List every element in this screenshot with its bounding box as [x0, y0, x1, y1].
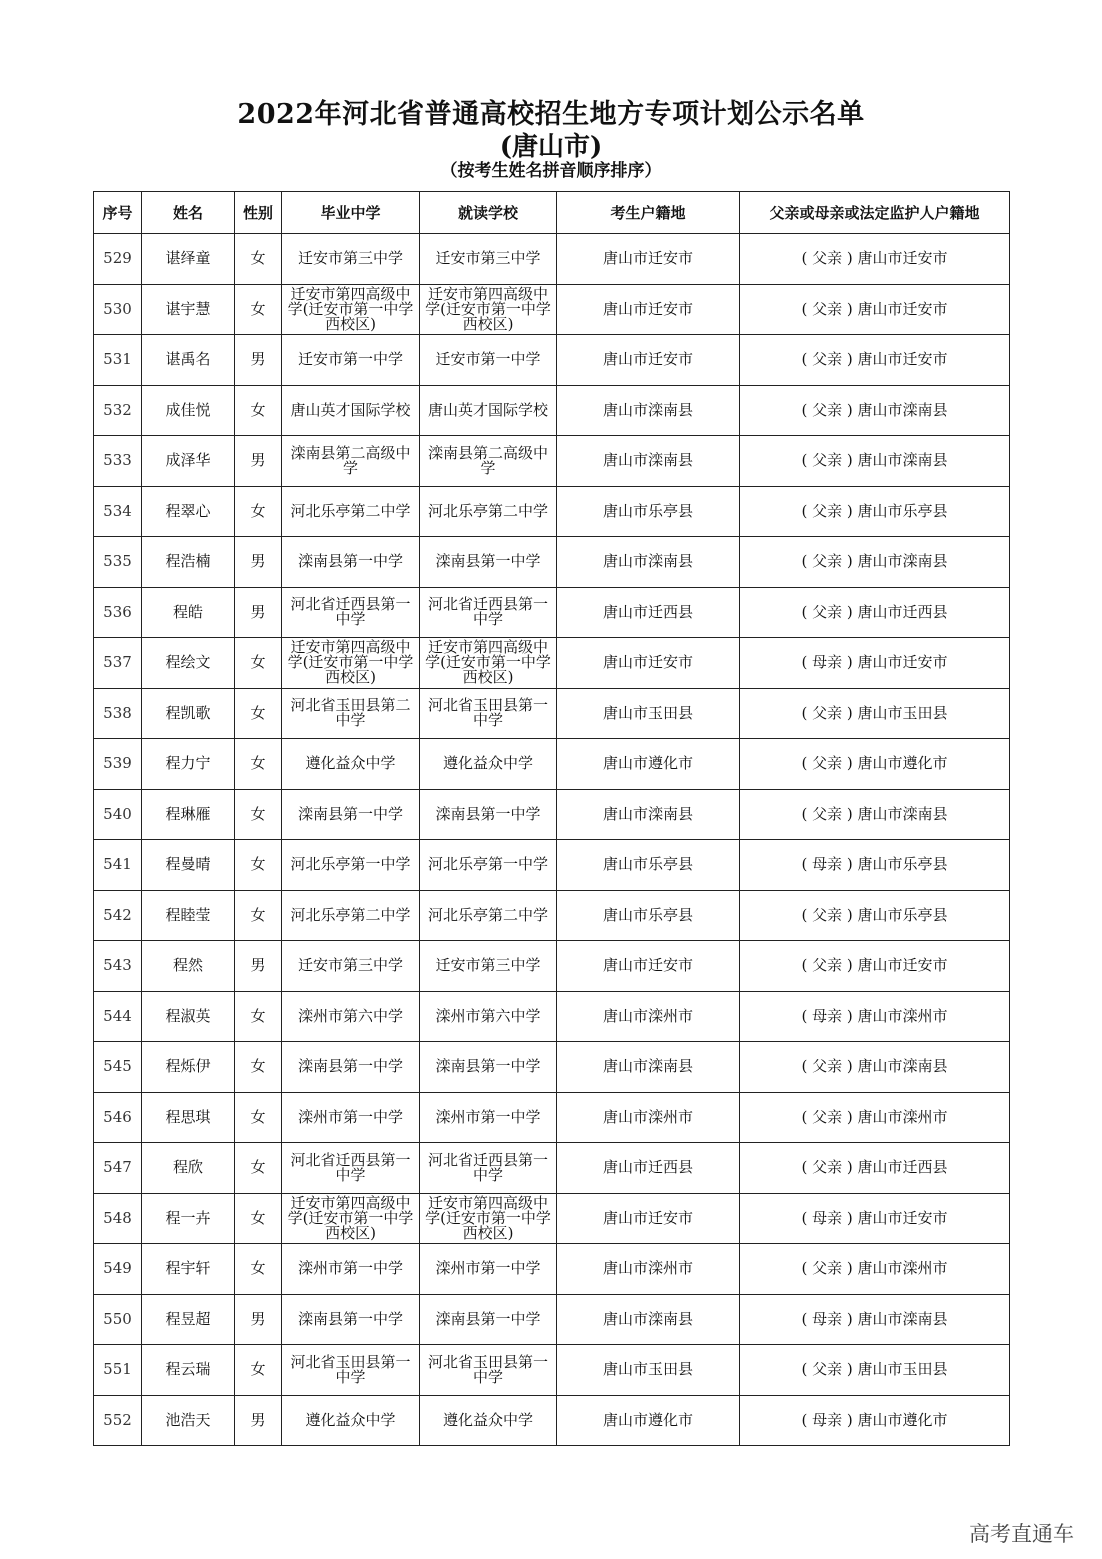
cell-student-hukou: 唐山市滦南县: [557, 1294, 740, 1345]
cell-name: 成佳悦: [142, 385, 235, 436]
table-row: [94, 638, 1010, 689]
cell-student-hukou: 唐山市乐亭县: [557, 486, 740, 537]
cell-gender: 女: [235, 789, 282, 840]
cell-serial: 549: [94, 1244, 142, 1295]
cell-gender: 女: [235, 890, 282, 941]
cell-student-hukou: 唐山市滦南县: [557, 1042, 740, 1093]
table-row: [94, 991, 1010, 1042]
col-header-serial: 序号: [94, 192, 142, 234]
cell-name: 程然: [142, 941, 235, 992]
table-row: [94, 1143, 1010, 1194]
cell-serial: 550: [94, 1294, 142, 1345]
cell-serial: 535: [94, 537, 142, 588]
cell-current-school: 滦南县第二高级中学: [420, 436, 557, 487]
cell-current-school: 河北省迁西县第一中学: [420, 587, 557, 638]
cell-serial: 551: [94, 1345, 142, 1396]
cell-guardian-hukou: ( 父亲 ) 唐山市滦州市: [740, 1092, 1010, 1143]
cell-guardian-hukou: ( 父亲 ) 唐山市玉田县: [740, 1345, 1010, 1396]
table-row: [94, 1092, 1010, 1143]
cell-serial: 542: [94, 890, 142, 941]
table-row: [94, 688, 1010, 739]
cell-guardian-hukou: ( 父亲 ) 唐山市迁安市: [740, 234, 1010, 285]
cell-gender: 女: [235, 234, 282, 285]
cell-graduated-school: 唐山英才国际学校: [282, 385, 420, 436]
cell-name: 程欣: [142, 1143, 235, 1194]
cell-guardian-hukou: ( 母亲 ) 唐山市遵化市: [740, 1395, 1010, 1446]
cell-student-hukou: 唐山市迁安市: [557, 1193, 740, 1244]
cell-serial: 536: [94, 587, 142, 638]
cell-graduated-school: 河北省迁西县第一中学: [282, 587, 420, 638]
table-row: [94, 1345, 1010, 1396]
cell-graduated-school: 滦南县第一中学: [282, 537, 420, 588]
col-header-student-hukou: 考生户籍地: [557, 192, 740, 234]
cell-graduated-school: 迁安市第三中学: [282, 234, 420, 285]
cell-name: 程浩楠: [142, 537, 235, 588]
cell-guardian-hukou: ( 父亲 ) 唐山市滦南县: [740, 1042, 1010, 1093]
cell-graduated-school: 滦州市第一中学: [282, 1092, 420, 1143]
cell-graduated-school: 迁安市第四高级中学(迁安市第一中学西校区): [282, 1193, 420, 1244]
table-row: [94, 335, 1010, 386]
table-row: [94, 1395, 1010, 1446]
cell-gender: 女: [235, 1143, 282, 1194]
cell-guardian-hukou: ( 父亲 ) 唐山市玉田县: [740, 688, 1010, 739]
cell-serial: 529: [94, 234, 142, 285]
cell-gender: 女: [235, 1193, 282, 1244]
cell-graduated-school: 滦南县第一中学: [282, 1294, 420, 1345]
cell-graduated-school: 河北乐亭第一中学: [282, 840, 420, 891]
cell-student-hukou: 唐山市乐亭县: [557, 890, 740, 941]
cell-guardian-hukou: ( 父亲 ) 唐山市迁安市: [740, 941, 1010, 992]
cell-serial: 545: [94, 1042, 142, 1093]
cell-name: 池浩天: [142, 1395, 235, 1446]
cell-guardian-hukou: ( 父亲 ) 唐山市滦南县: [740, 436, 1010, 487]
cell-gender: 女: [235, 688, 282, 739]
cell-gender: 女: [235, 991, 282, 1042]
cell-student-hukou: 唐山市迁安市: [557, 638, 740, 689]
cell-gender: 女: [235, 385, 282, 436]
cell-current-school: 滦南县第一中学: [420, 789, 557, 840]
cell-current-school: 迁安市第四高级中学(迁安市第一中学西校区): [420, 638, 557, 689]
cell-guardian-hukou: ( 父亲 ) 唐山市迁西县: [740, 587, 1010, 638]
cell-guardian-hukou: ( 父亲 ) 唐山市遵化市: [740, 739, 1010, 790]
cell-graduated-school: 河北省迁西县第一中学: [282, 1143, 420, 1194]
cell-gender: 女: [235, 739, 282, 790]
cell-gender: 女: [235, 486, 282, 537]
watermark: 高考直通车: [969, 1522, 1074, 1546]
cell-graduated-school: 滦南县第一中学: [282, 789, 420, 840]
cell-name: 成泽华: [142, 436, 235, 487]
col-header-gender: 性别: [235, 192, 282, 234]
cell-guardian-hukou: ( 父亲 ) 唐山市滦南县: [740, 537, 1010, 588]
cell-student-hukou: 唐山市滦州市: [557, 1092, 740, 1143]
cell-serial: 530: [94, 284, 142, 335]
cell-guardian-hukou: ( 母亲 ) 唐山市迁安市: [740, 638, 1010, 689]
cell-current-school: 滦南县第一中学: [420, 537, 557, 588]
cell-student-hukou: 唐山市滦州市: [557, 1244, 740, 1295]
cell-current-school: 唐山英才国际学校: [420, 385, 557, 436]
cell-student-hukou: 唐山市迁西县: [557, 1143, 740, 1194]
table-row: [94, 1193, 1010, 1244]
cell-guardian-hukou: ( 母亲 ) 唐山市滦州市: [740, 991, 1010, 1042]
cell-graduated-school: 遵化益众中学: [282, 1395, 420, 1446]
cell-current-school: 滦南县第一中学: [420, 1042, 557, 1093]
table-row: [94, 537, 1010, 588]
cell-gender: 女: [235, 1092, 282, 1143]
cell-name: 程淑英: [142, 991, 235, 1042]
cell-serial: 533: [94, 436, 142, 487]
sort-note: （按考生姓名拼音顺序排序）: [440, 161, 662, 181]
cell-student-hukou: 唐山市迁安市: [557, 234, 740, 285]
table-row: [94, 739, 1010, 790]
cell-gender: 男: [235, 1395, 282, 1446]
cell-current-school: 遵化益众中学: [420, 1395, 557, 1446]
cell-name: 程宇轩: [142, 1244, 235, 1295]
cell-current-school: 滦州市第一中学: [420, 1244, 557, 1295]
cell-serial: 537: [94, 638, 142, 689]
cell-guardian-hukou: ( 父亲 ) 唐山市乐亭县: [740, 486, 1010, 537]
cell-student-hukou: 唐山市滦南县: [557, 789, 740, 840]
cell-name: 谌宇慧: [142, 284, 235, 335]
cell-gender: 女: [235, 638, 282, 689]
cell-graduated-school: 河北省玉田县第二中学: [282, 688, 420, 739]
cell-graduated-school: 滦南县第二高级中学: [282, 436, 420, 487]
cell-gender: 女: [235, 1345, 282, 1396]
cell-graduated-school: 遵化益众中学: [282, 739, 420, 790]
table-row: [94, 587, 1010, 638]
cell-guardian-hukou: ( 母亲 ) 唐山市迁安市: [740, 1193, 1010, 1244]
cell-student-hukou: 唐山市遵化市: [557, 1395, 740, 1446]
cell-graduated-school: 迁安市第一中学: [282, 335, 420, 386]
cell-serial: 539: [94, 739, 142, 790]
cell-current-school: 河北乐亭第二中学: [420, 486, 557, 537]
cell-current-school: 滦州市第一中学: [420, 1092, 557, 1143]
cell-graduated-school: 迁安市第四高级中学(迁安市第一中学西校区): [282, 284, 420, 335]
col-header-graduated-school: 毕业中学: [282, 192, 420, 234]
cell-current-school: 遵化益众中学: [420, 739, 557, 790]
cell-student-hukou: 唐山市玉田县: [557, 1345, 740, 1396]
cell-guardian-hukou: ( 父亲 ) 唐山市滦南县: [740, 789, 1010, 840]
cell-gender: 女: [235, 1244, 282, 1295]
table-row: [94, 890, 1010, 941]
cell-student-hukou: 唐山市迁安市: [557, 284, 740, 335]
cell-current-school: 河北省迁西县第一中学: [420, 1143, 557, 1194]
cell-student-hukou: 唐山市乐亭县: [557, 840, 740, 891]
cell-current-school: 河北省玉田县第一中学: [420, 1345, 557, 1396]
cell-current-school: 迁安市第三中学: [420, 941, 557, 992]
cell-student-hukou: 唐山市滦南县: [557, 537, 740, 588]
table-row: [94, 234, 1010, 285]
cell-student-hukou: 唐山市玉田县: [557, 688, 740, 739]
cell-serial: 546: [94, 1092, 142, 1143]
cell-gender: 男: [235, 1294, 282, 1345]
cell-name: 程琳雁: [142, 789, 235, 840]
cell-student-hukou: 唐山市迁安市: [557, 941, 740, 992]
cell-graduated-school: 河北省玉田县第一中学: [282, 1345, 420, 1396]
cell-graduated-school: 迁安市第四高级中学(迁安市第一中学西校区): [282, 638, 420, 689]
table-body: [94, 234, 1010, 1446]
cell-current-school: 河北乐亭第二中学: [420, 890, 557, 941]
cell-guardian-hukou: ( 父亲 ) 唐山市迁西县: [740, 1143, 1010, 1194]
cell-name: 程皓: [142, 587, 235, 638]
cell-student-hukou: 唐山市滦南县: [557, 436, 740, 487]
table-row: [94, 436, 1010, 487]
cell-guardian-hukou: ( 父亲 ) 唐山市迁安市: [740, 284, 1010, 335]
cell-guardian-hukou: ( 父亲 ) 唐山市滦南县: [740, 385, 1010, 436]
cell-name: 程昱超: [142, 1294, 235, 1345]
cell-graduated-school: 迁安市第三中学: [282, 941, 420, 992]
cell-name: 程绘文: [142, 638, 235, 689]
cell-graduated-school: 河北乐亭第二中学: [282, 486, 420, 537]
cell-name: 程曼晴: [142, 840, 235, 891]
table-row: [94, 789, 1010, 840]
cell-current-school: 迁安市第四高级中学(迁安市第一中学西校区): [420, 284, 557, 335]
col-header-name: 姓名: [142, 192, 235, 234]
cell-guardian-hukou: ( 父亲 ) 唐山市滦州市: [740, 1244, 1010, 1295]
cell-gender: 女: [235, 840, 282, 891]
cell-name: 程云瑞: [142, 1345, 235, 1396]
cell-name: 谌绎童: [142, 234, 235, 285]
cell-graduated-school: 滦州市第一中学: [282, 1244, 420, 1295]
cell-serial: 531: [94, 335, 142, 386]
cell-name: 程烁伊: [142, 1042, 235, 1093]
col-header-current-school: 就读学校: [420, 192, 557, 234]
cell-serial: 548: [94, 1193, 142, 1244]
cell-current-school: 迁安市第三中学: [420, 234, 557, 285]
cell-name: 程力宁: [142, 739, 235, 790]
cell-guardian-hukou: ( 父亲 ) 唐山市迁安市: [740, 335, 1010, 386]
cell-current-school: 滦州市第六中学: [420, 991, 557, 1042]
page-subtitle-city: (唐山市): [499, 132, 603, 162]
cell-name: 程睦莹: [142, 890, 235, 941]
table-row: [94, 385, 1010, 436]
cell-current-school: 迁安市第四高级中学(迁安市第一中学西校区): [420, 1193, 557, 1244]
cell-name: 程思琪: [142, 1092, 235, 1143]
cell-name: 程凯歌: [142, 688, 235, 739]
cell-student-hukou: 唐山市遵化市: [557, 739, 740, 790]
cell-name: 程翠心: [142, 486, 235, 537]
table-row: [94, 1042, 1010, 1093]
table-row: [94, 486, 1010, 537]
table-row: [94, 840, 1010, 891]
cell-serial: 534: [94, 486, 142, 537]
cell-name: 谌禹名: [142, 335, 235, 386]
col-header-guardian-hukou: 父亲或母亲或法定监护人户籍地: [740, 192, 1010, 234]
roster-table: [93, 191, 1010, 1446]
cell-student-hukou: 唐山市滦州市: [557, 991, 740, 1042]
cell-gender: 女: [235, 1042, 282, 1093]
cell-student-hukou: 唐山市滦南县: [557, 385, 740, 436]
cell-serial: 544: [94, 991, 142, 1042]
page-title: 2022年河北省普通高校招生地方专项计划公示名单: [237, 99, 865, 130]
cell-current-school: 河北乐亭第一中学: [420, 840, 557, 891]
cell-serial: 538: [94, 688, 142, 739]
cell-guardian-hukou: ( 父亲 ) 唐山市乐亭县: [740, 890, 1010, 941]
cell-gender: 男: [235, 335, 282, 386]
table-header-row: [94, 192, 1010, 234]
cell-graduated-school: 滦州市第六中学: [282, 991, 420, 1042]
cell-serial: 552: [94, 1395, 142, 1446]
cell-guardian-hukou: ( 母亲 ) 唐山市乐亭县: [740, 840, 1010, 891]
table-row: [94, 1244, 1010, 1295]
cell-name: 程一卉: [142, 1193, 235, 1244]
cell-graduated-school: 河北乐亭第二中学: [282, 890, 420, 941]
cell-guardian-hukou: ( 母亲 ) 唐山市滦南县: [740, 1294, 1010, 1345]
cell-current-school: 河北省玉田县第一中学: [420, 688, 557, 739]
cell-gender: 男: [235, 537, 282, 588]
cell-serial: 547: [94, 1143, 142, 1194]
cell-gender: 男: [235, 587, 282, 638]
cell-serial: 543: [94, 941, 142, 992]
cell-gender: 男: [235, 436, 282, 487]
cell-graduated-school: 滦南县第一中学: [282, 1042, 420, 1093]
table-row: [94, 284, 1010, 335]
table-row: [94, 1294, 1010, 1345]
cell-serial: 540: [94, 789, 142, 840]
cell-student-hukou: 唐山市迁西县: [557, 587, 740, 638]
cell-serial: 532: [94, 385, 142, 436]
cell-gender: 男: [235, 941, 282, 992]
cell-serial: 541: [94, 840, 142, 891]
cell-gender: 女: [235, 284, 282, 335]
cell-student-hukou: 唐山市迁安市: [557, 335, 740, 386]
table-row: [94, 941, 1010, 992]
cell-current-school: 迁安市第一中学: [420, 335, 557, 386]
cell-current-school: 滦南县第一中学: [420, 1294, 557, 1345]
